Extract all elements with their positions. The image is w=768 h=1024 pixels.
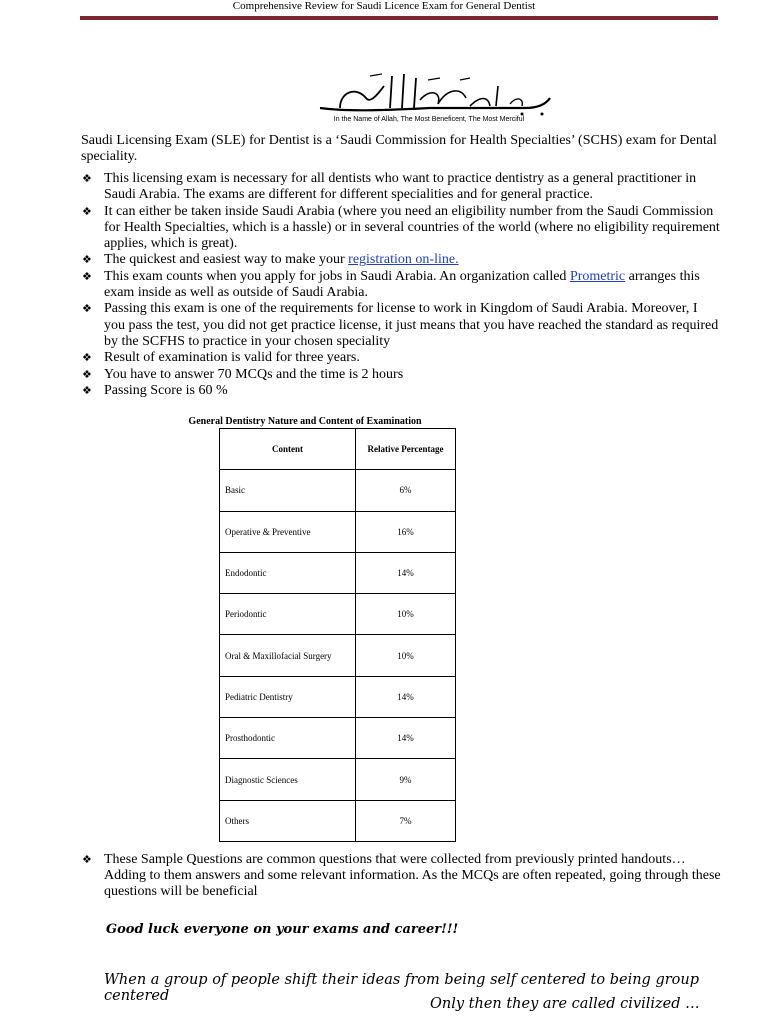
closing-bullet-list [81, 852, 721, 900]
percentage-cell: 14% [356, 676, 456, 717]
list-item: ❖ This licensing exam is necessary for all dentists who want to practice dentistry as a general practitioner in Saudi Arabia. The exams are different for different specialities and for general practice. [82, 171, 697, 203]
exam-content-table [219, 428, 456, 842]
percentage-cell: 14% [356, 718, 456, 759]
diamond-bullet-icon: ❖ [82, 853, 92, 866]
quote-line-1: When a group of people shift their ideas from being self centered to being group centered [104, 972, 700, 1004]
table-row [220, 552, 456, 593]
percentage-cell: 9% [356, 759, 456, 800]
percentage-cell: 10% [356, 594, 456, 635]
diamond-bullet-icon: ❖ [82, 253, 92, 267]
list-item: ❖ It can either be taken inside Saudi Arabia (where you need an eligibility number from the Saudi Commission for Health Specialties, which is a hassle) or in several countries of the world (where no eligibility requirement applies, which is great). [82, 203, 720, 252]
basmala-calligraphy [310, 68, 560, 116]
diamond-bullet-icon: ❖ [82, 302, 92, 316]
diamond-bullet-icon: ❖ [82, 172, 92, 185]
percentage-cell: 10% [356, 635, 456, 676]
quote-line-2: Only then they are called civilized … [430, 996, 700, 1012]
table-row [220, 594, 456, 635]
content-cell: Others [220, 800, 356, 841]
list-item: ❖ Result of examination is valid for three years. [82, 350, 360, 366]
table-title: General Dentistry Nature and Content of Examination [188, 416, 422, 427]
diamond-bullet-icon: ❖ [82, 269, 92, 283]
content-cell: Oral & Maxillofacial Surgery [220, 635, 356, 676]
content-cell: Basic [220, 470, 356, 511]
content-cell: Periodontic [220, 594, 356, 635]
percentage-cell: 14% [356, 552, 456, 593]
content-cell: Diagnostic Sciences [220, 759, 356, 800]
table-row [220, 470, 456, 511]
list-item: ❖ Passing Score is 60 % [82, 382, 228, 398]
content-cell: Operative & Preventive [220, 511, 356, 552]
column-header-content: Content [220, 429, 356, 470]
table-row [220, 759, 456, 800]
table-row [220, 800, 456, 841]
column-header-percentage: Relative Percentage [356, 429, 456, 470]
list-item: ❖ These Sample Questions are common questions that were collected from previously printed handouts… Adding to them answers and some relevant information. As the MCQs are often repeated, going through these questions will be beneficial [82, 852, 721, 899]
table-header-row [220, 429, 456, 470]
table-row [220, 718, 456, 759]
diamond-bullet-icon: ❖ [82, 204, 92, 218]
diamond-bullet-icon: ❖ [82, 383, 92, 397]
table-row [220, 635, 456, 676]
registration-link[interactable]: registration on-line. [348, 252, 459, 268]
intro-paragraph: Saudi Licensing Exam (SLE) for Dentist is a ‘Saudi Commission for Health Specialties’ (SCHS) exam for Dental speciality. [81, 133, 717, 164]
percentage-cell: 16% [356, 511, 456, 552]
basmala-caption: In the Name of Allah, The Most Beneficent, The Most Merciful [333, 116, 525, 123]
diamond-bullet-icon: ❖ [82, 351, 92, 365]
content-cell: Prosthodontic [220, 718, 356, 759]
list-item: ❖ This exam counts when you apply for jobs in Saudi Arabia. An organization called Prometric arranges this exam inside as well as outside of Saudi Arabia. [82, 268, 700, 301]
list-item: ❖ Passing this exam is one of the requirements for license to work in Kingdom of Saudi Arabia. Moreover, I you pass the test, you did not get practice license, it just means that you have reached the standard as required by the SCFHS to practice in your chosen speciality [82, 301, 719, 349]
list-item: ❖ You have to answer 70 MCQs and the time is 2 hours [82, 366, 404, 382]
table-row [220, 511, 456, 552]
list-item: ❖ The quickest and easiest way to make your registration on-line. [82, 252, 459, 268]
percentage-cell: 7% [356, 800, 456, 841]
percentage-cell: 6% [356, 470, 456, 511]
info-bullet-list [81, 171, 721, 399]
header-rule [80, 16, 718, 20]
prometric-link[interactable]: Prometric [569, 268, 626, 284]
content-cell: Endodontic [220, 552, 356, 593]
content-cell: Pediatric Dentistry [220, 676, 356, 717]
page-header-title: Comprehensive Review for Saudi Licence Exam for General Dentist [232, 0, 536, 12]
good-luck-message: Good luck everyone on your exams and career!!! [106, 922, 459, 937]
table-row [220, 676, 456, 717]
diamond-bullet-icon: ❖ [82, 367, 92, 381]
